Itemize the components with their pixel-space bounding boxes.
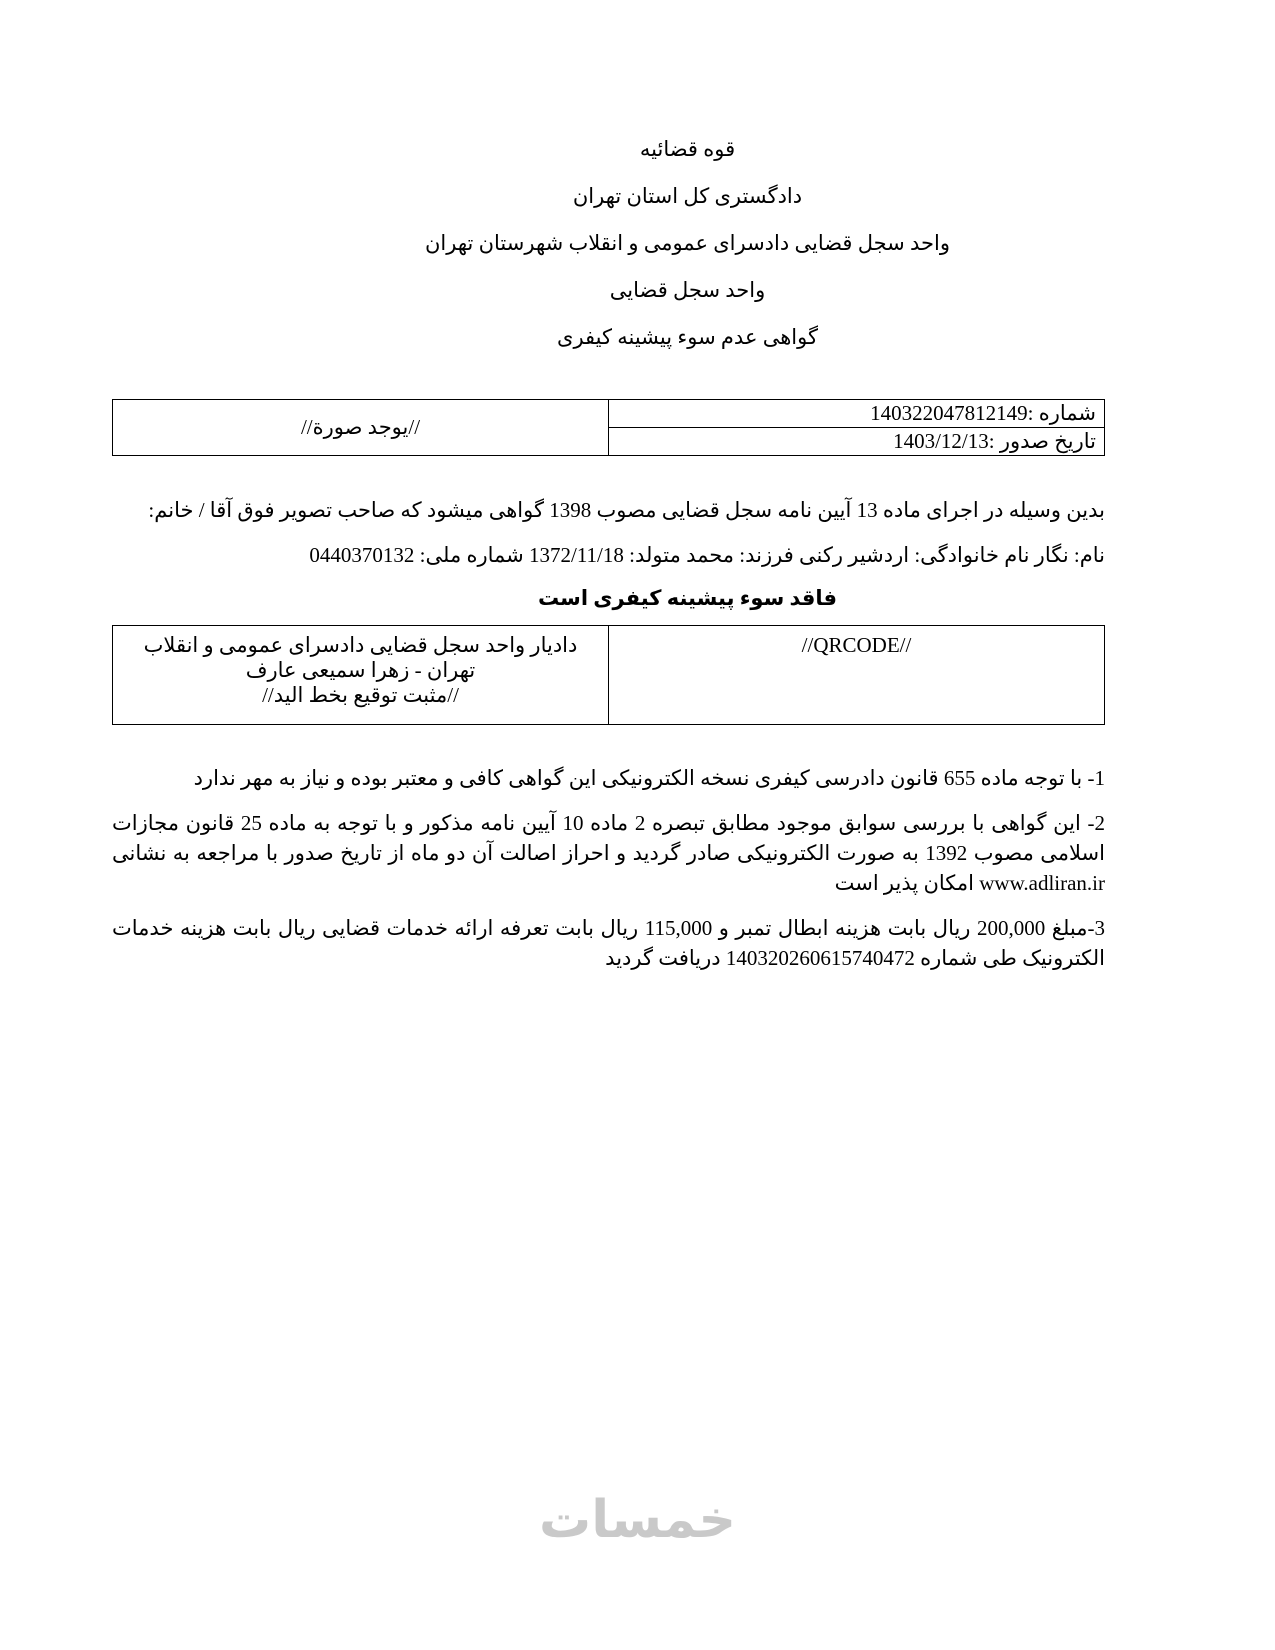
khamsat-watermark: خمسات bbox=[538, 1490, 737, 1550]
verdict-statement: فاقد سوء پیشینه کیفری است bbox=[537, 586, 838, 610]
letterhead bbox=[270, 126, 1105, 361]
footnotes bbox=[112, 763, 1105, 988]
qrcode-placeholder: //QRCODE// bbox=[609, 626, 1105, 725]
footnote-2: 2- این گواهی با بررسی سوابق موجود مطابق تبصره 2 ماده 10 آیین نامه مذکور و با توجه به ماده 25 قانون مجازات اسلامی مصوب 1392 به صورت الکترونیکی صادر گردید و احراز اصالت آن دو ماه از تاریخ صدور با مراجعه به نشانی www.adliran.ir امکان پذیر است bbox=[112, 811, 1105, 895]
footnote-3: 3-مبلغ 200,000 ریال بابت هزینه ابطال تمبر و 115,000 ریال بابت تعرفه ارائه خدمات قضایی ریال بابت هزینه خدمات الکترونیک طی شماره 140320260615740472 دریافت گردید bbox=[112, 916, 1105, 970]
letterhead-record-unit-full: واحد سجل قضایی دادسرای عمومی و انقلاب شهرستان تهران bbox=[424, 231, 951, 255]
meta-row-number bbox=[113, 400, 1105, 428]
issue-date: تاریخ صدور :1403/12/13 bbox=[609, 428, 1105, 456]
meta-table bbox=[112, 399, 1105, 456]
document-title: گواهی عدم سوء پیشینه کیفری bbox=[557, 325, 818, 349]
signer-name: تهران - زهرا سمیعی عارف bbox=[245, 658, 476, 682]
letterhead-justice-department: دادگستری کل استان تهران bbox=[572, 184, 803, 208]
signature-table bbox=[112, 625, 1105, 725]
intro-paragraph: بدین وسیله در اجرای ماده 13 آیین نامه سجل قضایی مصوب 1398 گواهی میشود که صاحب تصویر فوق آقا / خانم: bbox=[148, 498, 1105, 522]
signer-title: دادیار واحد سجل قضایی دادسرای عمومی و انقلاب bbox=[143, 633, 578, 657]
signer-cell bbox=[113, 626, 609, 725]
photo-placeholder: //يوجد صورة// bbox=[113, 400, 609, 456]
footnote-1: 1- با توجه ماده 655 قانون دادرسی کیفری نسخه الکترونیکی این گواهی کافی و معتبر بوده و نیاز به مهر ندارد bbox=[193, 766, 1105, 790]
letterhead-record-unit: واحد سجل قضایی bbox=[609, 278, 766, 302]
person-details: نام: نگار نام خانوادگی: اردشیر رکنی فرزند: محمد متولد: 1372/11/18 شماره ملی: 0440370132 bbox=[309, 543, 1105, 567]
signature-row bbox=[113, 626, 1105, 725]
handwritten-signature-note: //مثبت توقيع بخط اليد// bbox=[262, 683, 459, 707]
certificate-number: شماره :140322047812149 bbox=[609, 400, 1105, 428]
letterhead-judiciary: قوه قضائیه bbox=[639, 137, 736, 161]
